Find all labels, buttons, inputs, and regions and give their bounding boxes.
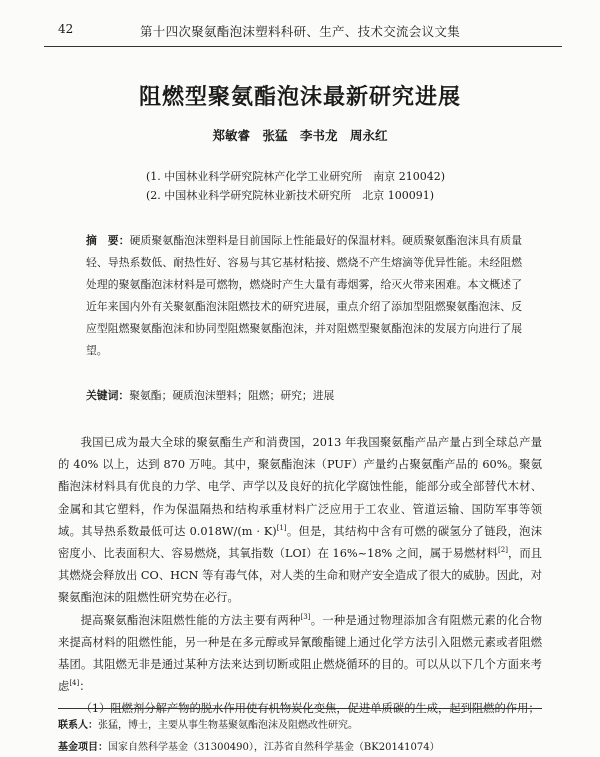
paper-title: 阻燃型聚氨酯泡沫最新研究进展 <box>138 85 461 110</box>
running-head-title: 第十四次聚氨酯泡沫塑料科研、生产、技术交流会议文集 <box>140 24 461 39</box>
affiliation-1: (1. 中国林业科学研究院林产化学工业研究所 南京 210042) <box>146 170 446 183</box>
page-number: 42 <box>58 22 74 36</box>
footnote-funding: 基金项目：国家自然科学基金（31300490），江苏省自然科学基金（BK20141074） <box>58 742 440 753</box>
abstract-text: 硬质聚氨酯泡沫塑料是目前国际上性能最好的保温材料。硬质聚氨酯泡沫具有质量轻、导热系数低、耐热性好、容易与其它基材粘接、燃烧不产生熔滴等优异性能。未经阻燃处理的聚氨酯泡沫材料是可燃物，燃烧时产生大量有毒烟雾，给灭火带来困难。本文概述了近年来国内外有关聚氨酯泡沫阻燃技术的研究进展，重点介绍了添加型阻燃聚氨酯泡沫、反应型阻燃聚氨酯泡沫和协同型阻燃聚氨酯泡沫，并对阻燃型聚氨酯泡沫的发展方向进行了展望。 <box>86 234 523 357</box>
citation-3[interactable]: [3] <box>300 612 311 621</box>
citation-2[interactable]: [2] <box>498 546 508 555</box>
abstract <box>86 230 522 362</box>
keywords-text: 聚氨酯；硬质泡沫塑料；阻燃；研究；进展 <box>129 389 335 402</box>
paragraph-1: 我国已成为最大全球的聚氨酯生产和消费国，2013 年我国聚氨酯产品产量占到全球总产量的 40% 以上，达到 870 万吨。其中，聚氨酯泡沫（PUF）产量约占聚氨酯产品的 60%。聚氨酯泡沫材料具有优良的力学、电学、声学以及良好的抗化学腐蚀性能，能部分或全部替代木材、金属和其它塑料，作为保温隔热和结构承重材料广泛应用于工农业、管道运输、国防军事等领域。其导热系数最低可达 0.018W/(m · K)[1]。但是，其结构中含有可燃的碳氢分了链段，泡沫密度小、比表面积大、容易燃烧，其氧指数（LOI）在 16%~18% 之间，属于易燃材料[2]，而且其燃烧会释放出 CO、HCN 等有毒气体，对人类的生命和财产安全造成了很大的威胁。因此，对聚氨酯泡沫的阻燃性研究势在必行。 <box>58 436 542 605</box>
keywords-label: 关键词： <box>86 389 130 402</box>
paragraph-3: （1）阻燃剂分解产物的脱水作用使有机物炭化变焦，促进单质碳的生成，起到阻燃的作用； <box>80 702 540 716</box>
footnote-contact: 联系人：张猛，博士，主要从事生物基聚氨酯泡沫及阻燃改性研究。 <box>58 720 358 731</box>
abstract-label: 摘 要： <box>86 234 130 247</box>
footnote-divider <box>58 708 542 709</box>
citation-1[interactable]: [1] <box>276 524 287 533</box>
keywords <box>86 388 334 403</box>
body-text <box>58 432 542 721</box>
running-header <box>44 20 562 47</box>
affiliation-2: (2. 中国林业科学研究院林业新技术研究所 北京 100091) <box>146 189 435 202</box>
author-list: 郑敏睿 张猛 李书龙 周永红 <box>212 128 388 143</box>
citation-4[interactable]: [4] <box>69 679 80 688</box>
paragraph-2: 提高聚氨酯泡沫阻燃性能的方法主要有两种[3]。一种是通过物理添加含有阻燃元素的化合物来提高材料的阻燃性能，另一种是在多元醇或异氰酸酯键上通过化学方法引入阻燃元素或者阻燃基团。其阻燃无非是通过某种方法来达到切断或阻止燃烧循环的目的。可以从以下几个方面来考虑[4]： <box>58 612 542 694</box>
